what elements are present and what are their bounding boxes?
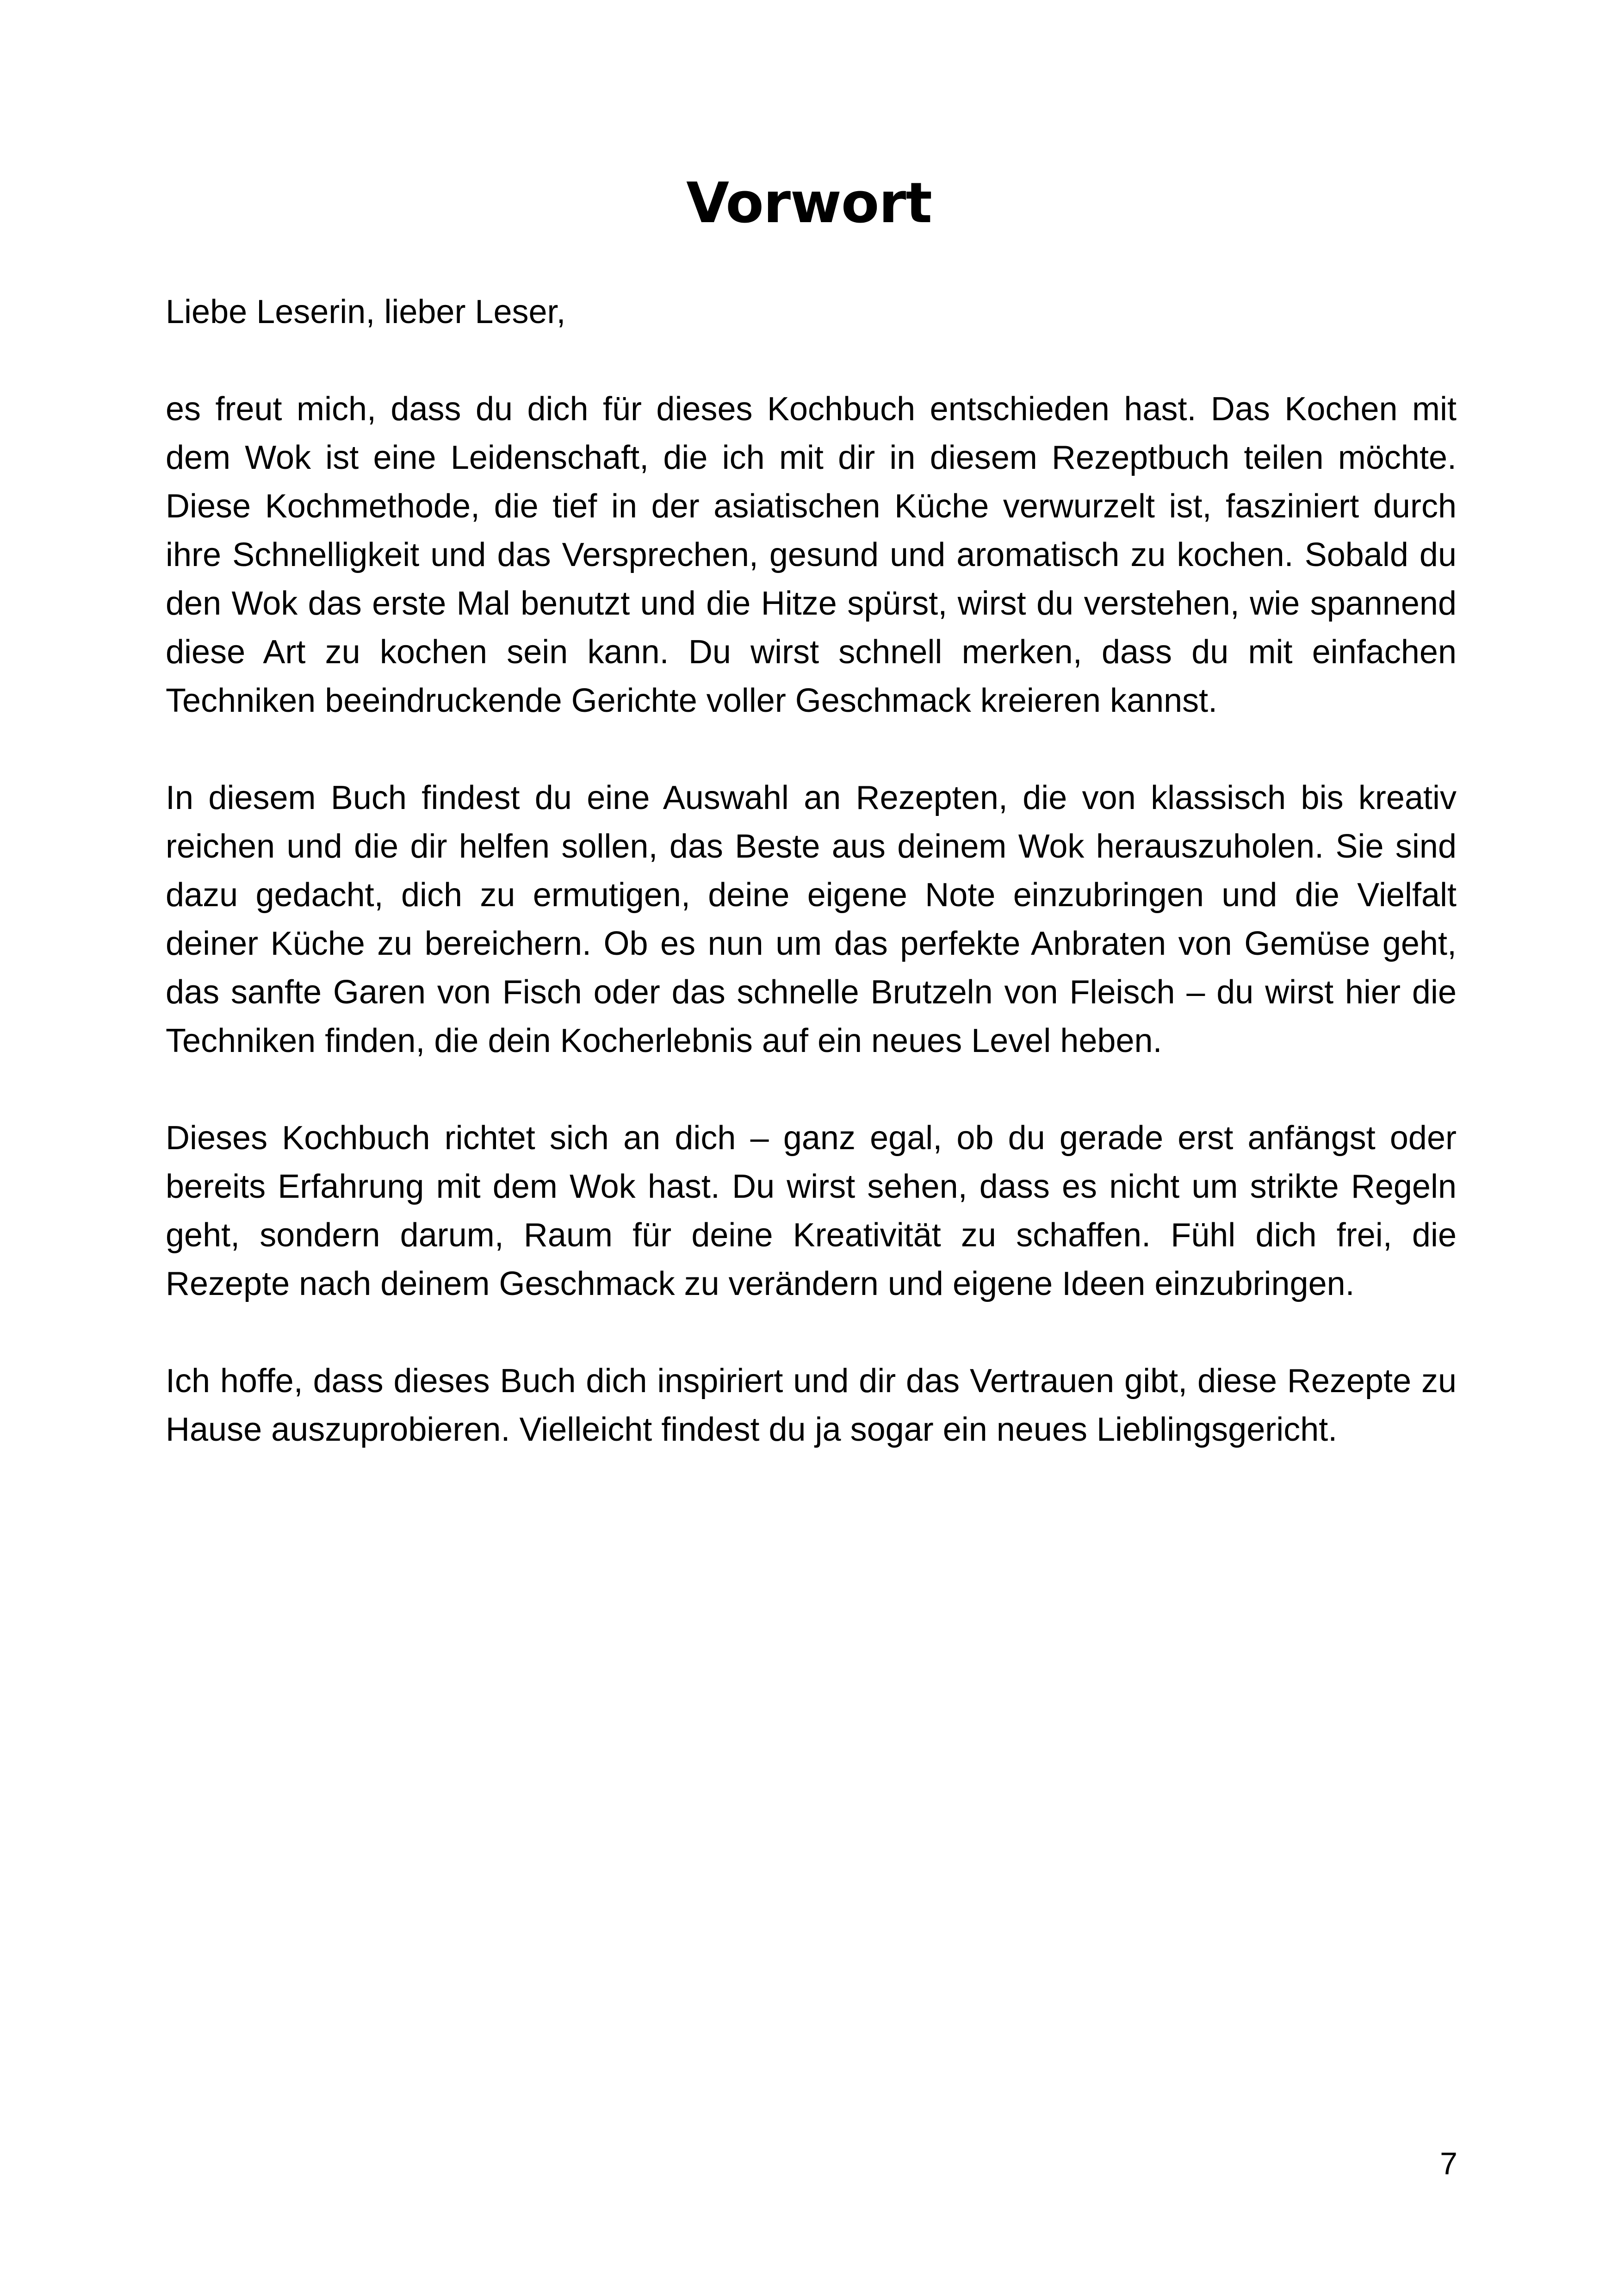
body-text: [166, 288, 1457, 1503]
salutation: Liebe Leserin, lieber Leser,: [166, 293, 566, 330]
paragraph-3: Dieses Kochbuch richtet sich an dich – ganz egal, ob du gerade erst anfängst oder bereits Erfahrung mit dem Wok hast. Du wirst sehen, dass es nicht um strikte Regeln geht, sondern darum, Raum für deine Kreativität zu schaffen. Fühl dich frei, die Rezepte nach deinem Geschmack zu verändern und eigene Ideen einzubringen.: [166, 1120, 1457, 1302]
page-title: Vorwort: [686, 171, 932, 236]
paragraph-1: es freut mich, dass du dich für dieses Kochbuch entschieden hast. Das Kochen mit dem Wok ist eine Leidenschaft, die ich mit dir in diesem Rezeptbuch teilen möchte. Diese Kochmethode, die tief in der asiatischen Küche verwurzelt ist, fasziniert durch ihre Schnelligkeit und das Versprechen, gesund und aromatisch zu kochen. Sobald du den Wok das erste Mal benutzt und die Hitze spürst, wirst du verstehen, wie spannend diese Art zu kochen sein kann. Du wirst schnell merken, dass du mit einfachen Techniken beeindruckende Gerichte voller Geschmack kreieren kannst.: [166, 391, 1457, 719]
paragraph-4: Ich hoffe, dass dieses Buch dich inspiriert und dir das Vertrauen gibt, diese Rezepte zu Hause auszuprobieren. Vielleicht findest du ja sogar ein neues Lieblingsgericht.: [166, 1363, 1457, 1448]
paragraph-2: In diesem Buch findest du eine Auswahl an Rezepten, die von klassisch bis kreativ reichen und die dir helfen sollen, das Beste aus deinem Wok herauszuholen. Sie sind dazu gedacht, dich zu ermutigen, deine eigene Note einzubringen und die Vielfalt deiner Küche zu bereichern. Ob es nun um das perfekte Anbraten von Gemüse geht, das sanfte Garen von Fisch oder das schnelle Brutzeln von Fleisch – du wirst hier die Techniken finden, die dein Kocherlebnis auf ein neues Level heben.: [166, 779, 1457, 1059]
page-number: 7: [1440, 2146, 1457, 2181]
